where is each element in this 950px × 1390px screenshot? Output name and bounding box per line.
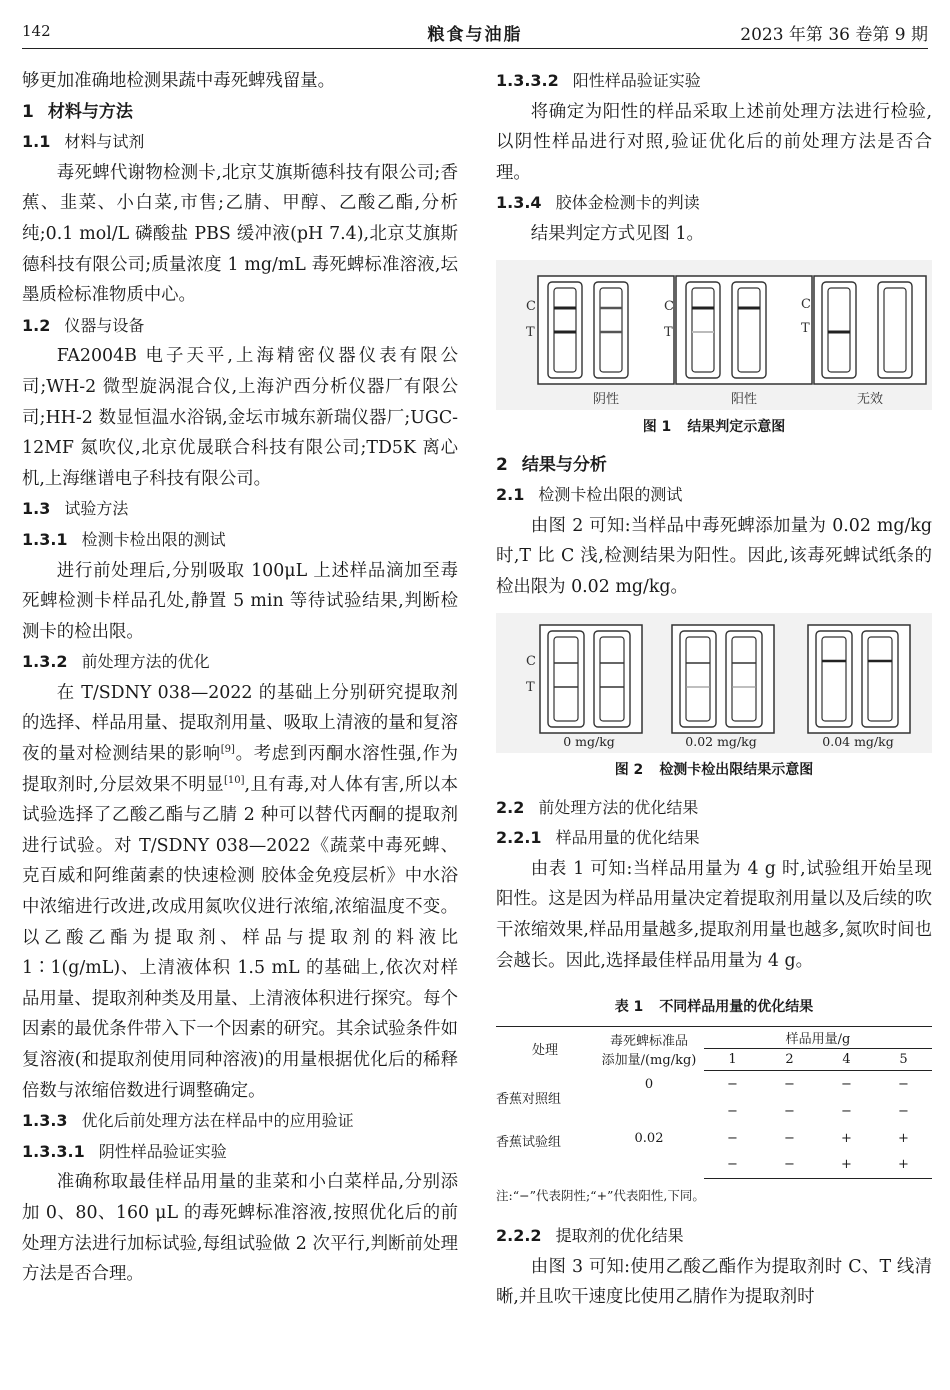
figure-2-diagram [496,613,932,753]
fig2-label-c: C [526,653,536,669]
table-header-addition: 毒死蜱标准品 添加量/(mg/kg) [594,1027,704,1071]
figure-1-caption: 图 1 结果判定示意图 [642,418,786,435]
table-cell: − [761,1152,818,1179]
page-number: 142 [22,22,51,40]
page-header [22,14,928,49]
fig1-label-c1: C [526,298,536,314]
section-heading-2-2-1: 2.2.1 样品用量的优化结果 [496,828,700,848]
table-header-col: 4 [818,1049,875,1071]
table-cell-name: 香蕉对照组 [496,1092,562,1108]
paragraph-sample-amount: 由表 1 可知:当样品用量为 4 g 时,试验组开始呈现阳性。这是因为样品用量决定着提取剂用量以及后续的吹干浓缩效果,样品用量越多,提取剂用量也越多,氮吹时间也会越长。因此,选择最佳样品用量为 4 g。 [496,858,932,971]
issue-info: 2023 年第 36 卷第 9 期 [740,25,928,45]
reference-10[interactable]: [10] [224,774,245,786]
table-1-note: 注:“−”代表阴性;“+”代表阳性,下同。 [496,1188,705,1204]
fig1-caption-invalid: 无效 [856,391,884,407]
table-cell: − [727,1103,738,1119]
section-heading-2: 2 结果与分析 [496,454,607,475]
fig1-card-positive [676,276,812,384]
section-heading-2-2: 2.2 前处理方法的优化结果 [496,797,699,817]
table-header-sample-amount: 样品用量/g [704,1027,932,1049]
table-1 [496,1026,932,1179]
section-heading-1-3-3-1: 1.3.3.1 阴性样品验证实验 [22,1141,227,1161]
section-heading-2-2-2: 2.2.2 提取剂的优化结果 [496,1226,684,1246]
table-cell-addition: 0.02 [634,1130,664,1146]
left-column [22,66,458,1290]
fig1-card-negative [538,276,674,384]
fig1-label-t2: T [664,324,673,340]
paragraph-detection-limit-method: 进行前处理后,分别吸取 100μL 上述样品滴加至毒死蜱检测卡样品孔处,静置 5 min 等待试验结果,判断检测卡的检出限。 [22,560,458,642]
table-cell: − [841,1076,852,1092]
table-cell: − [704,1152,761,1179]
paragraph-pretreatment: 在 T/SDNY 038—2022 的基础上分别研究提取剂的选择、样品用量、提取剂用量、吸取上清液的量和复溶夜的量对检测结果的影响[9]。考虑到丙酮水溶性强,作为提取剂时,分层效果不明显[10],且有毒,对人体有害,所以本试验选择了乙酸乙酯与乙腈 2 种可以替代丙酮的提取剂进行试验。对 T/SDNY 038—2022《蔬菜中毒死蜱、克百威和阿维菌素的快速检测 胶体金免疫层析》中水浴中浓缩进行改进,改成用氮吹仪进行浓缩,浓缩温度不变。以乙酸乙酯为提取剂、样品与提取剂的料液比 1∶1(g/mL)、上清液体积 1.5 mL 的基础上,依次对样品用量、提取剂种类及用量、上清液体积进行探究。每个因素的最优条件带入下一个因素的研究。其余试验条件如复溶液(和提取剂使用同种溶液)的用量根据优化后的稀释倍数与浓缩倍数进行调整确定。 [22,682,459,1101]
table-cell: − [898,1103,909,1119]
table-cell-addition: 0 [644,1076,654,1092]
table-row [496,1125,932,1152]
table-header-col: 2 [761,1049,818,1071]
table-1-caption: 表 1 不同样品用量的优化结果 [614,999,814,1016]
table-cell: + [875,1152,932,1179]
table-cell: − [727,1130,738,1146]
section-heading-1-1: 1.1 材料与试剂 [22,132,145,152]
table-cell: + [818,1152,875,1179]
figure-2-caption: 图 2 检测卡检出限结果示意图 [614,761,814,778]
figure-1-diagram [496,260,932,410]
table-cell: − [784,1130,795,1146]
table-header-treatment: 处理 [496,1027,594,1071]
table-header-col: 5 [875,1049,932,1071]
fig2-label-0: 0 mg/kg [563,733,615,749]
fig1-card-invalid [814,276,926,384]
paragraph-instruments: FA2004B 电子天平,上海精密仪器仪表有限公司;WH-2 微型旋涡混合仪,上海沪西分析仪器厂有限公司;HH-2 数显恒温水浴锅,金坛市城东新瑞仪器厂;UGC-12MF 氮吹仪,北京优晟联合科技有限公司;TD5K 离心机,上海继谱电子科技有限公司。 [22,346,458,489]
fig1-label-c3: C [801,296,811,312]
fig2-card-004 [808,625,910,733]
paragraph-extractant: 由图 3 可知:使用乙酸乙酯作为提取剂时 C、T 线清晰,并且吹干速度比使用乙腈作为提取剂时 [496,1256,932,1308]
right-column [496,66,932,1313]
table-cell: + [841,1130,852,1146]
table-cell: − [898,1076,909,1092]
fig2-card-002 [672,625,774,733]
section-heading-1-3-3-2: 1.3.3.2 阳性样品验证实验 [496,71,701,90]
fig2-label-t: T [526,679,535,695]
paragraph-materials: 毒死蜱代谢物检测卡,北京艾旗斯德科技有限公司;香蕉、韭菜、小白菜,市售;乙腈、甲醇、乙酸乙酯,分析纯;0.1 mol/L 磷酸盐 PBS 缓冲液(pH 7.4),北京艾旗斯德科技有限公司;质量浓度 1 mg/mL 毒死蜱标准溶液,坛墨质检标准物质中心。 [22,162,458,306]
figure-1 [496,260,932,440]
fig2-card-0 [540,625,642,733]
table-cell: − [841,1103,852,1119]
fig1-label-t3: T [801,320,810,336]
section-heading-1-3-2: 1.3.2 前处理方法的优化 [22,652,210,672]
figure-2 [496,613,932,783]
section-heading-1-3: 1.3 试验方法 [22,499,129,519]
paragraph-detection-limit-result: 由图 2 可知:当样品中毒死蜱添加量为 0.02 mg/kg 时,T 比 C 浅,检测结果为阳性。因此,该毒死蜱试纸条的检出限为 0.02 mg/kg。 [496,515,932,597]
fig2-label-002: 0.02 mg/kg [685,733,757,749]
fig1-label-t1: T [526,324,535,340]
reference-9[interactable]: [9] [220,744,235,756]
table-cell: − [784,1076,795,1092]
section-heading-1-3-1: 1.3.1 检测卡检出限的测试 [22,529,226,549]
section-heading-2-1: 2.1 检测卡检出限的测试 [496,485,683,505]
fig1-caption-negative: 阴性 [592,391,620,407]
fig1-caption-positive: 阳性 [730,391,758,407]
journal-title: 粮食与油脂 [427,25,523,45]
paragraph-continued: 够更加准确地检测果蔬中毒死蜱残留量。 [22,71,336,91]
section-heading-1: 1 材料与方法 [22,101,133,122]
table-cell: − [784,1103,795,1119]
table-header-col: 1 [704,1049,761,1071]
table-row [496,1071,932,1098]
paragraph-readout: 结果判定方式见图 1。 [530,223,704,244]
section-heading-1-3-4: 1.3.4 胶体金检测卡的判读 [496,193,700,213]
table-cell: − [727,1076,738,1092]
paragraph-positive-sample: 将确定为阳性的样品采取上述前处理方法进行检验,以阴性样品进行对照,验证优化后的前处理方法是否合理。 [496,101,932,183]
section-heading-1-2: 1.2 仪器与设备 [22,315,145,335]
section-heading-1-3-3: 1.3.3 优化后前处理方法在样品中的应用验证 [22,1111,354,1131]
paragraph-negative-sample: 准确称取最佳样品用量的韭菜和小白菜样品,分别添加 0、80、160 μL 的毒死蜱标准溶液,按照优化后的前处理方法进行加标试验,每组试验做 2 次平行,判断前处理方法是否合理。 [22,1172,458,1285]
fig2-label-004: 0.04 mg/kg [822,733,894,749]
fig1-label-c2: C [664,298,674,314]
table-cell-name: 香蕉试验组 [496,1134,562,1150]
table-cell: + [898,1130,909,1146]
